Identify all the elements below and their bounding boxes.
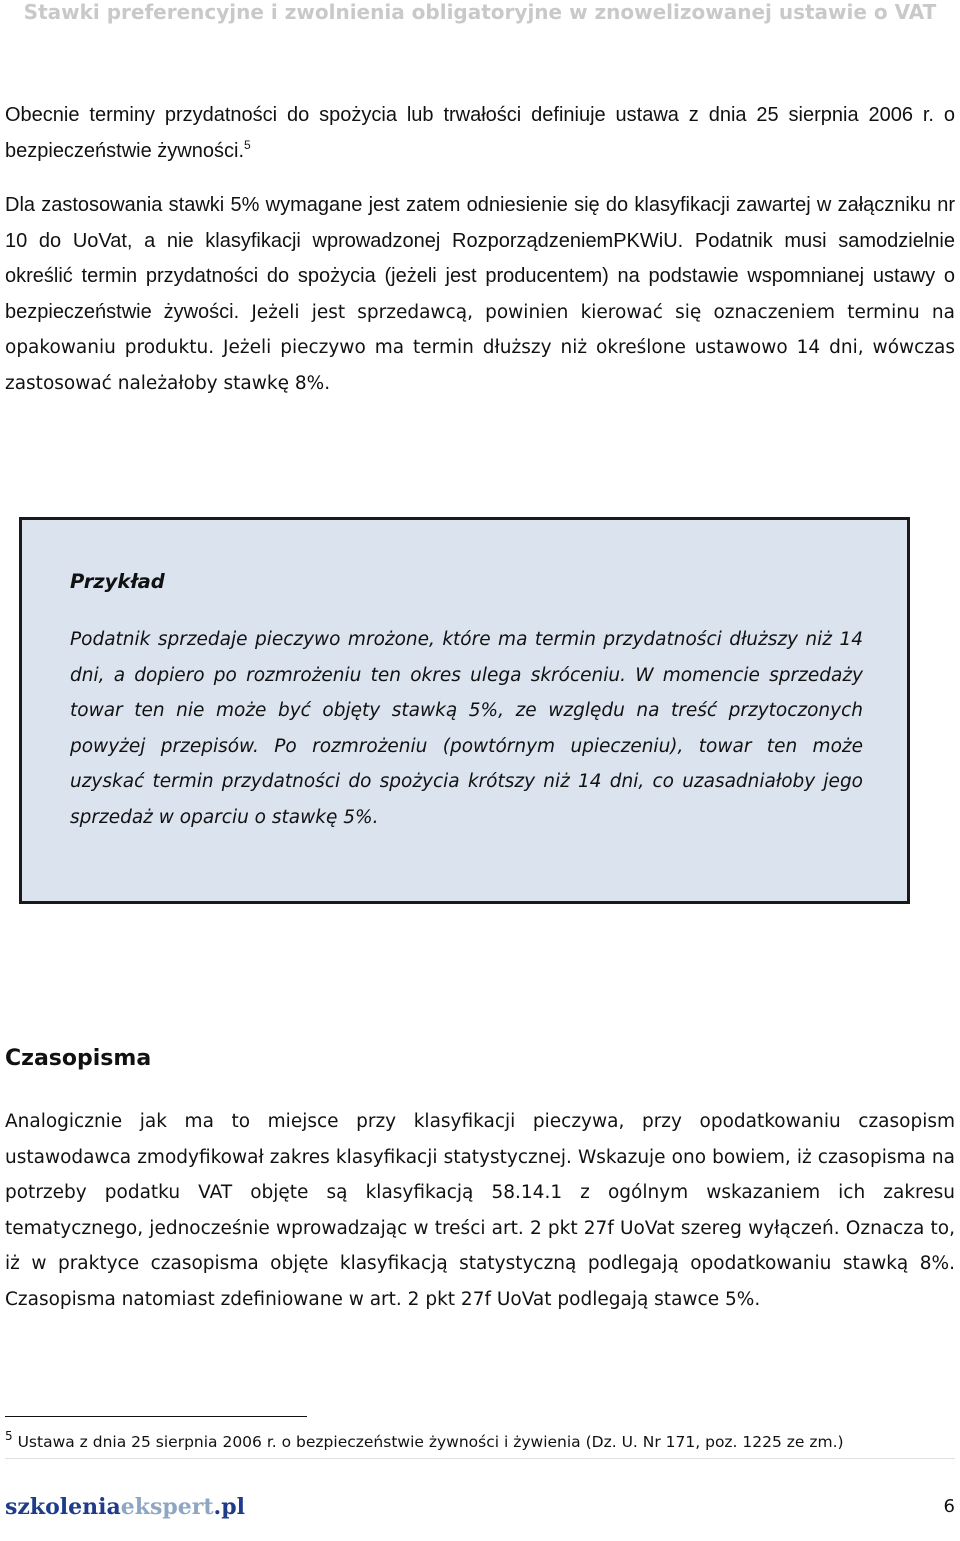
- footnote: [5, 1430, 955, 1454]
- footnote-reference[interactable]: 5: [244, 138, 251, 152]
- logo-part-ekspert: ekspert: [120, 1494, 214, 1520]
- footnote-divider: [5, 1416, 307, 1417]
- section-heading-czasopisma: Czasopisma: [5, 1046, 152, 1071]
- page-number: 6: [943, 1496, 955, 1517]
- footer-divider: [5, 1458, 955, 1459]
- paragraph-rate-application-text-a: Dla zastosowania stawki 5% wymagane jest zatem odniesienie się do klasyfikacji zawartej w załączniku nr 10 do UoVat, a nie klasyfikacji wprowadzonej RozporządzeniemPKWiU. Podatnik musi samodzielnie określić termin przydatności do spożycia (jeżeli jest producentem) na podstawie wspomnianej ustawy o bezpieczeństwie żywości.: [5, 194, 955, 323]
- paragraph-definition: [5, 97, 955, 169]
- example-box: [19, 517, 910, 904]
- example-title: Przykład: [70, 570, 165, 593]
- example-text: Podatnik sprzedaje pieczywo mrożone, które ma termin przydatności dłuższy niż 14 dni, a dopiero po rozmrożeniu ten okres ulega skróceniu. W momencie sprzedaży towar ten nie może być objęty stawką 5%, ze względu na treść przytoczonych powyżej przepisów. Po rozmrożeniu (powtórnym upieczeniu), towar ten może uzyskać termin przydatności do spożycia krótszy niż 14 dni, co uzasadniałoby jego sprzedaż w oparciu o stawkę 5%.: [70, 629, 863, 828]
- logo-part-domain: .pl: [213, 1494, 245, 1520]
- running-header: Stawki preferencyjne i zwolnienia obligatoryjne w znowelizowanej ustawie o VAT: [23, 0, 937, 24]
- footnote-text: Ustawa z dnia 25 sierpnia 2006 r. o bezpieczeństwie żywności i żywienia (Dz. U. Nr 171, poz. 1225 ze zm.): [12, 1433, 844, 1451]
- paragraph-definition-text: Obecnie terminy przydatności do spożycia lub trwałości definiuje ustawa z dnia 25 sierpnia 2006 r. o bezpieczeństwie żywności.: [5, 104, 955, 162]
- paragraph-rate-application-text-b: Jeżeli jest sprzedawcą, powinien kierować się oznaczeniem terminu na opakowaniu produktu. Jeżeli pieczywo ma termin dłuższy niż określone ustawowo 14 dni, wówczas zastosować należałoby stawkę 8%.: [5, 301, 955, 394]
- paragraph-czasopisma: Analogicznie jak ma to miejsce przy klasyfikacji pieczywa, przy opodatkowaniu czasopism ustawodawca zmodyfikował zakres klasyfikacji statystycznej. Wskazuje ono bowiem, iż czasopisma na potrzeby podatku VAT objęte są klasyfikacją 58.14.1 z ogólnym wskazaniem ich zakresu tematycznego, jednocześnie wprowadzając w treści art. 2 pkt 27f UoVat szereg wyłączeń. Oznacza to, iż w praktyce czasopisma objęte klasyfikacją statystyczną podlegają opodatkowaniu stawką 8%. Czasopisma natomiast zdefiniowane w art. 2 pkt 27f UoVat podlegają stawce 5%.: [5, 1111, 955, 1310]
- paragraph-rate-application: [5, 188, 955, 401]
- logo-part-szkolenia: szkolenia: [5, 1494, 121, 1520]
- brand-logo[interactable]: [5, 1494, 245, 1520]
- footnote-number: 5: [5, 1429, 13, 1443]
